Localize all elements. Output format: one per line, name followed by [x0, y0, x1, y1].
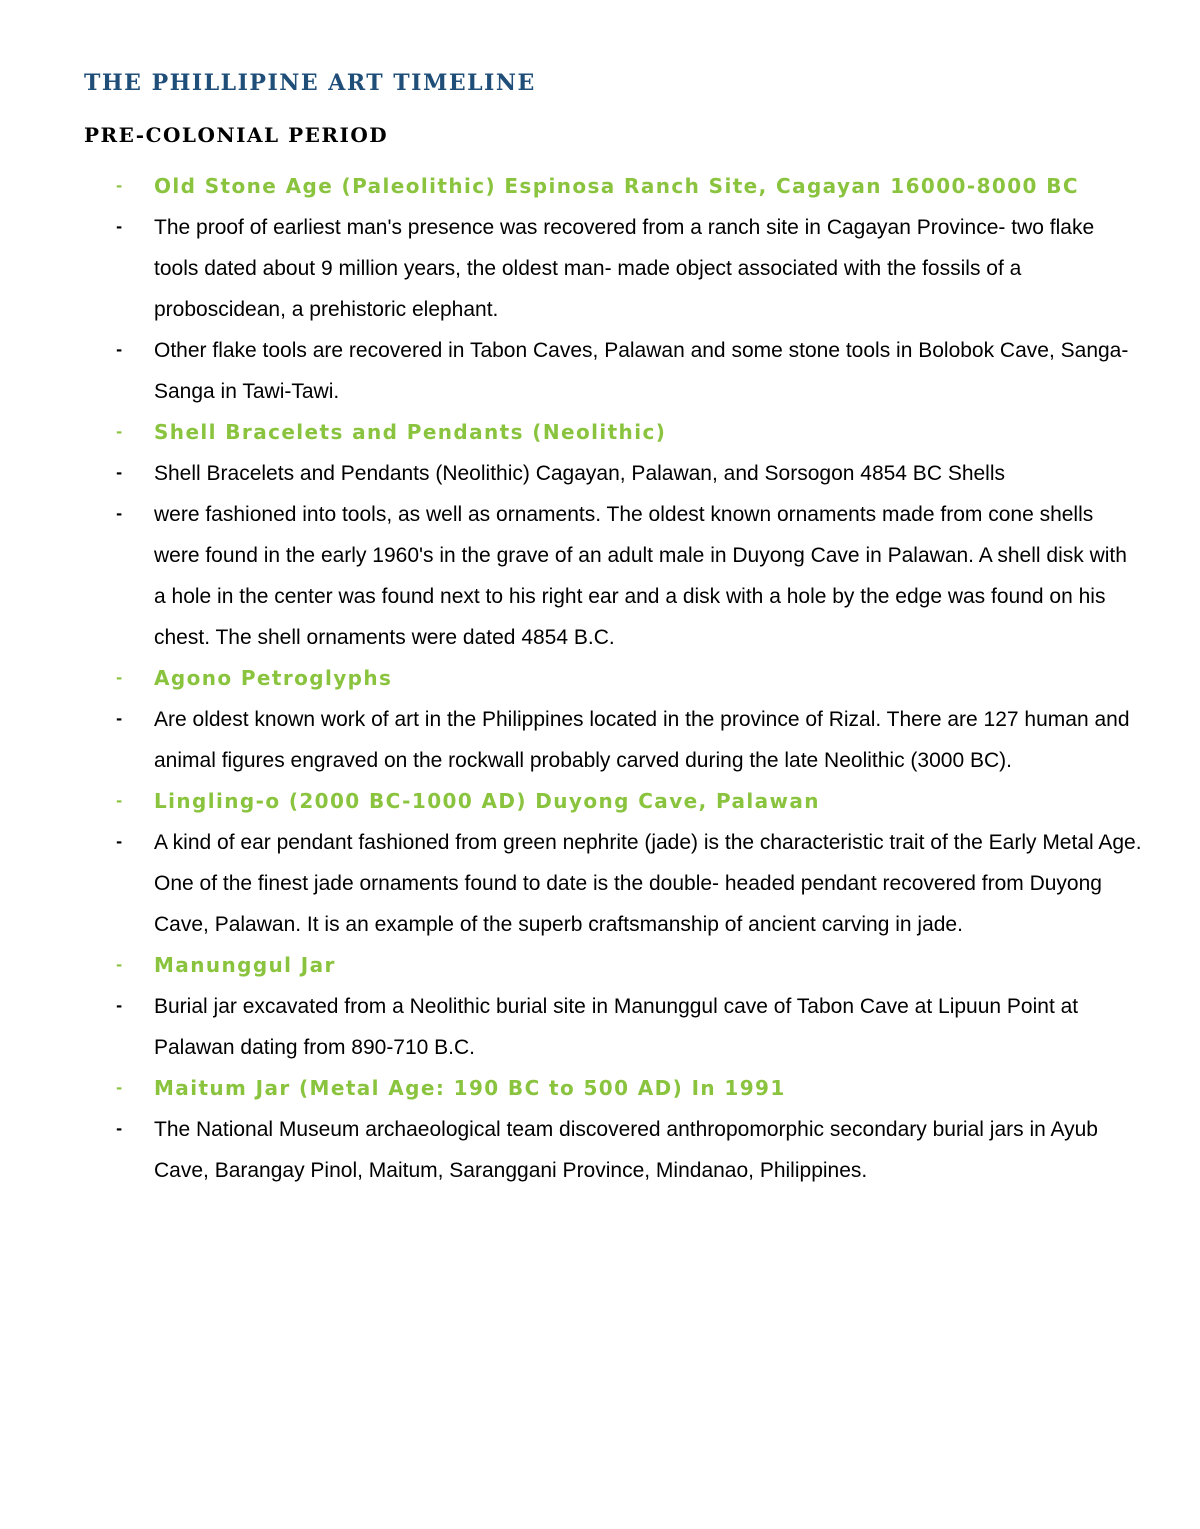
timeline-description-text: A kind of ear pendant fashioned from green nephrite (jade) is the characteristic trait of the Early Metal Age. One of the finest jade ornaments found to date is the double- headed pendant recovered from Duyong Cave, Palawan. It is an example of the superb craftsmanship of ancient carving in jade. — [154, 831, 1142, 936]
timeline-heading — [0, 1068, 1144, 1109]
dash-bullet-icon: - — [116, 177, 124, 195]
timeline-description-text: The National Museum archaeological team discovered anthropomorphic secondary burial jars in Ayub Cave, Barangay Pinol, Maitum, Saranggani Province, Mindanao, Philippines. — [154, 1118, 1098, 1182]
dash-bullet-icon: - — [116, 997, 123, 1015]
timeline-description-text: Shell Bracelets and Pendants (Neolithic) Cagayan, Palawan, and Sorsogon 4854 BC Shells — [154, 462, 1006, 485]
timeline-heading-text: Old Stone Age (Paleolithic) Espinosa Ranch Site, Cagayan 16000-8000 BC — [154, 174, 1079, 198]
timeline-description — [0, 494, 1144, 658]
timeline-description-text: Are oldest known work of art in the Philippines located in the province of Rizal. There are 127 human and animal figures engraved on the rockwall probably carved during the late Neolithic (3000 BC). — [154, 708, 1130, 772]
timeline-description — [0, 1109, 1144, 1191]
timeline-description — [0, 453, 1144, 494]
section-title: PRE-COLONIAL PERIOD — [84, 123, 389, 147]
timeline-description-text: The proof of earliest man's presence was recovered from a ranch site in Cagayan Province- two flake tools dated about 9 million years, the oldest man- made object associated with the fossils of a proboscidean, a prehistoric elephant. — [154, 216, 1095, 321]
timeline-heading-text: Manunggul Jar — [154, 953, 336, 977]
timeline-heading-text: Agono Petroglyphs — [154, 666, 393, 690]
timeline-list — [0, 166, 1200, 1191]
document-title: THE PHILLIPINE ART TIMELINE — [84, 70, 536, 96]
timeline-heading — [0, 781, 1144, 822]
dash-bullet-icon: - — [116, 341, 123, 359]
timeline-description — [0, 207, 1144, 330]
timeline-heading-text: Maitum Jar (Metal Age: 190 BC to 500 AD) In 1991 — [154, 1076, 786, 1100]
dash-bullet-icon: - — [116, 464, 123, 482]
timeline-heading — [0, 412, 1144, 453]
dash-bullet-icon: - — [116, 833, 123, 851]
timeline-heading-text: Lingling-o (2000 BC-1000 AD) Duyong Cave, Palawan — [154, 789, 820, 813]
timeline-description — [0, 822, 1144, 945]
dash-bullet-icon: - — [116, 956, 124, 974]
timeline-description-text: Other flake tools are recovered in Tabon Caves, Palawan and some stone tools in Bolobok Cave, Sanga-Sanga in Tawi-Tawi. — [154, 339, 1129, 403]
timeline-heading — [0, 166, 1144, 207]
dash-bullet-icon: - — [116, 505, 123, 523]
timeline-description — [0, 330, 1144, 412]
timeline-description — [0, 986, 1144, 1068]
timeline-heading — [0, 658, 1144, 699]
dash-bullet-icon: - — [116, 1120, 123, 1138]
dash-bullet-icon: - — [116, 218, 123, 236]
timeline-description-text: were fashioned into tools, as well as ornaments. The oldest known ornaments made from cone shells were found in the early 1960's in the grave of an adult male in Duyong Cave in Palawan. A shell disk with a hole in the center was found next to his right ear and a disk with a hole by the edge was found on his chest. The shell ornaments were dated 4854 B.C. — [154, 503, 1127, 649]
dash-bullet-icon: - — [116, 669, 124, 687]
dash-bullet-icon: - — [116, 792, 124, 810]
timeline-heading — [0, 945, 1144, 986]
dash-bullet-icon: - — [116, 1079, 124, 1097]
dash-bullet-icon: - — [116, 423, 124, 441]
timeline-heading-text: Shell Bracelets and Pendants (Neolithic) — [154, 420, 667, 444]
timeline-description-text: Burial jar excavated from a Neolithic burial site in Manunggul cave of Tabon Cave at Lipuun Point at Palawan dating from 890-710 B.C. — [154, 995, 1079, 1059]
timeline-description — [0, 699, 1144, 781]
dash-bullet-icon: - — [116, 710, 123, 728]
